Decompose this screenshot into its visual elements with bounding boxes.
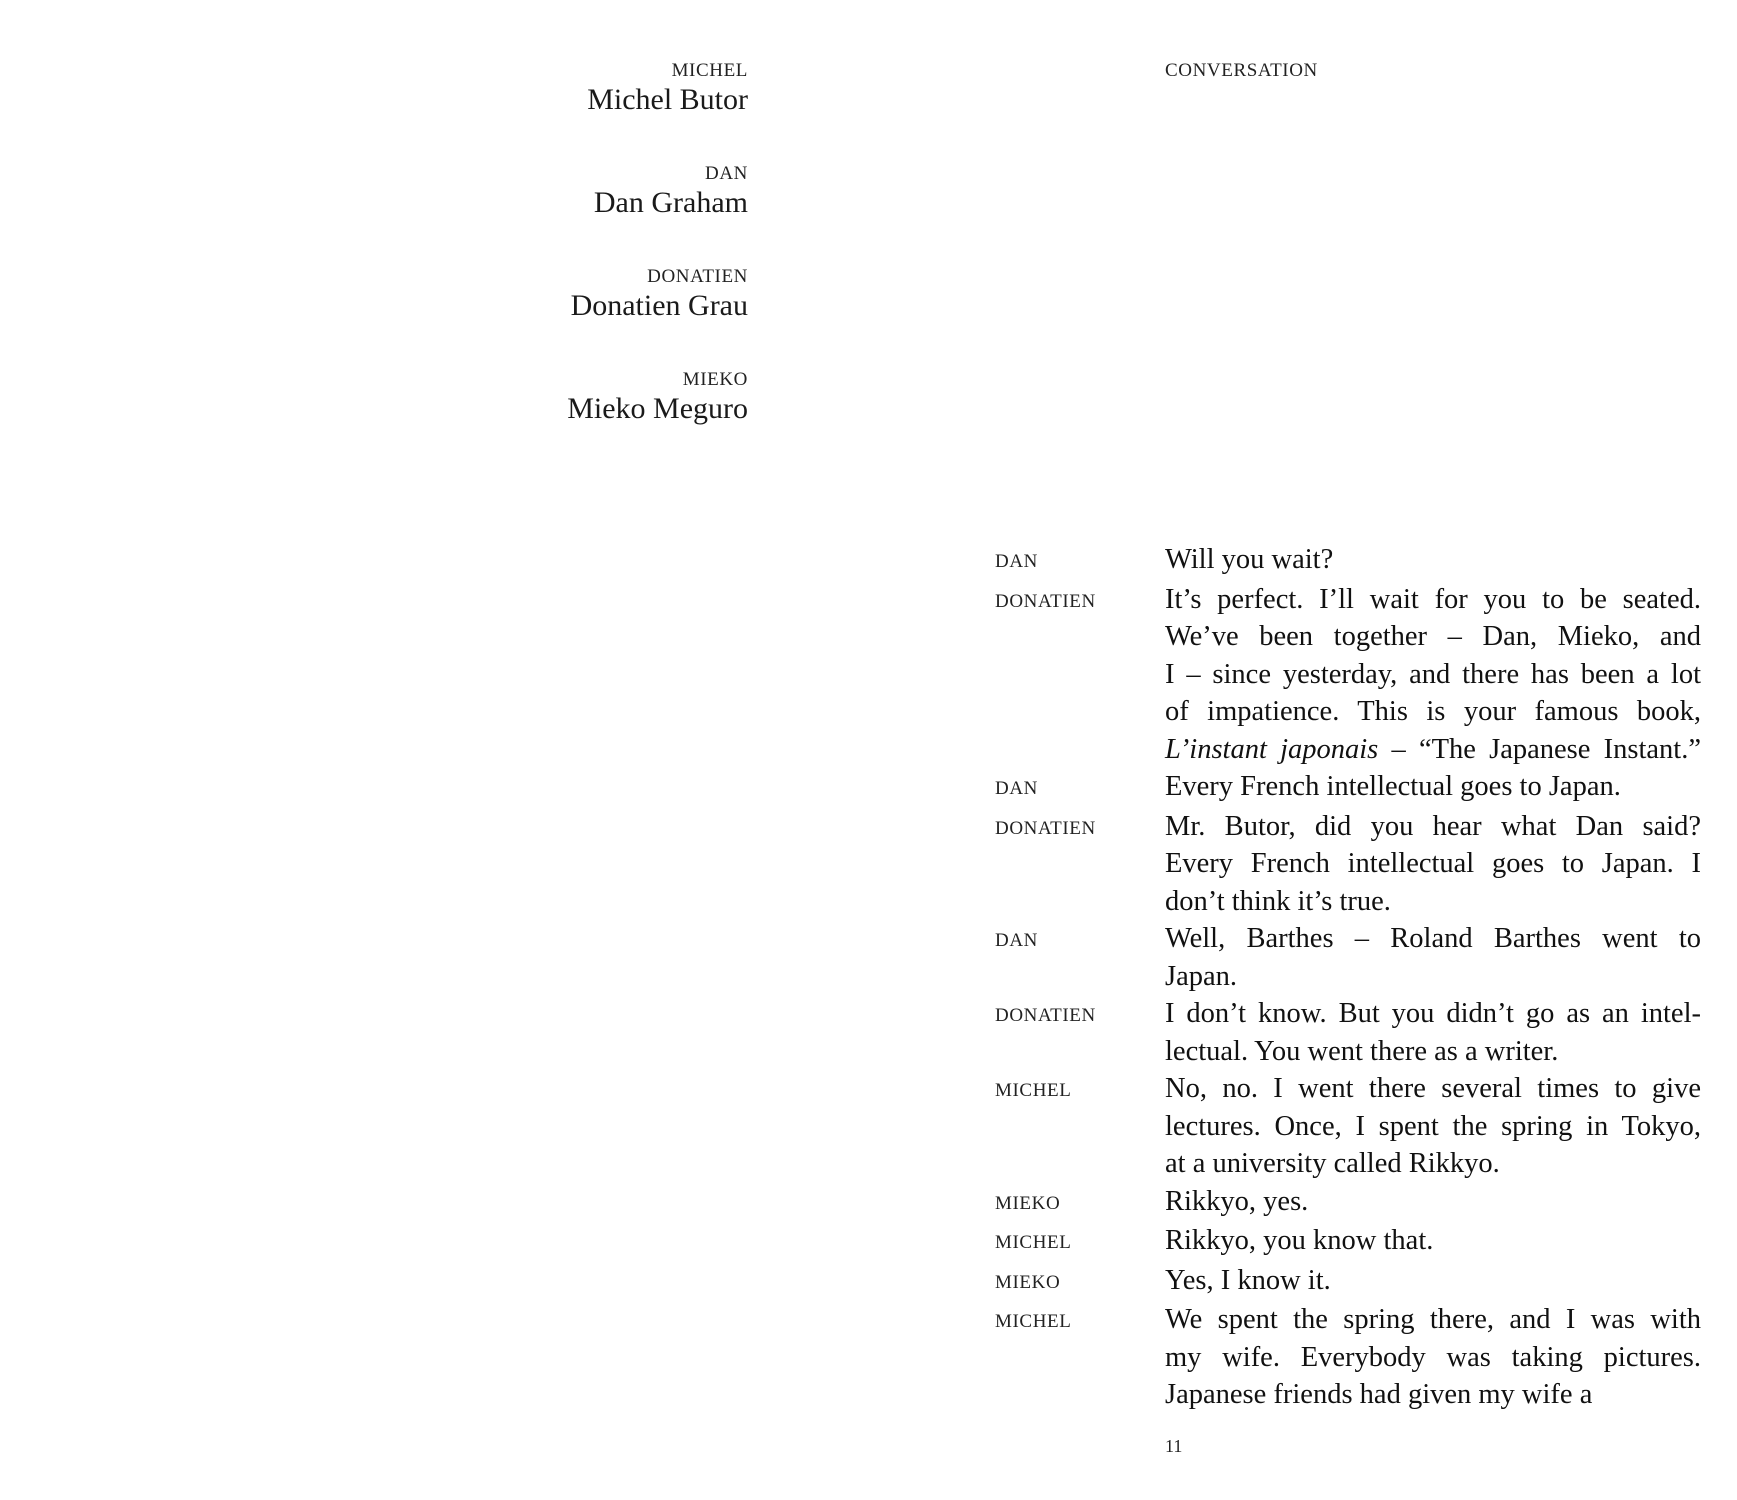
participant-full-name: Dan Graham — [593, 186, 748, 219]
participant-short-name: DONATIEN — [647, 266, 748, 287]
dialogue-turn — [995, 541, 1701, 581]
speech-text — [1165, 581, 1701, 769]
dialogue-turn — [995, 920, 1701, 995]
dialogue-turn — [995, 808, 1701, 921]
dialogue-turn — [995, 1262, 1701, 1302]
speech-line: No, no. I went there several times to give — [1165, 1073, 1701, 1104]
speech-line: Yes, I know it. — [1165, 1264, 1331, 1296]
dialogue-turn — [995, 768, 1701, 808]
speaker-name: MIEKO — [995, 1271, 1061, 1293]
dialogue-turn — [995, 1222, 1701, 1262]
speech-text — [1165, 808, 1701, 921]
speech-text — [1165, 1262, 1701, 1302]
speech-line: my wife. Everybody was taking pictures. — [1165, 1341, 1701, 1373]
speaker-name: MICHEL — [995, 1232, 1072, 1253]
participant-dan — [567, 163, 748, 221]
page-number: 11 — [1165, 1436, 1183, 1456]
speech-text — [1165, 1301, 1701, 1414]
speech-line: don’t think it’s true. — [1165, 885, 1391, 917]
participant-michel — [567, 60, 748, 118]
speech-line: Mr. Butor, did you hear what Dan said? — [1165, 810, 1701, 842]
speaker-name: MICHEL — [995, 1080, 1072, 1101]
speech-line: It’s perfect. I’ll wait for you to be seated. — [1165, 583, 1701, 615]
book-title: L’instant japonais — [1165, 733, 1379, 765]
speaker-name: DAN — [995, 551, 1038, 572]
running-head: CONVERSATION — [1165, 60, 1318, 81]
participant-full-name: Mieko Meguro — [567, 392, 748, 425]
right-page — [869, 0, 1737, 1500]
participant-full-name: Michel Butor — [587, 83, 748, 116]
speech-text — [1165, 768, 1701, 808]
participant-short-name: MICHEL — [671, 60, 748, 81]
dialogue-turn — [995, 1070, 1701, 1183]
speech-line: lectual. You went there as a writer. — [1165, 1035, 1559, 1067]
speech-line: Every French intellectual goes to Japan. I — [1165, 848, 1701, 879]
speech-text — [1165, 995, 1701, 1070]
dialogue-turn — [995, 1301, 1701, 1414]
speech-text — [1165, 1222, 1701, 1262]
participant-full-name: Donatien Grau — [570, 289, 748, 322]
speaker-name: DONATIEN — [995, 1005, 1096, 1026]
speech-text — [1165, 1183, 1701, 1223]
speech-text — [1165, 1070, 1701, 1183]
speech-line — [1165, 731, 1701, 769]
speech-line: Every French intellectual goes to Japan. — [1165, 771, 1621, 802]
participant-short-name: DAN — [705, 163, 748, 184]
participants-list — [567, 60, 748, 472]
speaker-name: DONATIEN — [995, 590, 1096, 612]
speech-line: I don’t know. But you didn’t go as an intel- — [1165, 998, 1701, 1029]
speech-line: Rikkyo, you know that. — [1165, 1225, 1434, 1256]
speech-line: at a university called Rikkyo. — [1165, 1148, 1500, 1179]
speaker-name: MICHEL — [995, 1311, 1072, 1332]
speech-line: Japan. — [1165, 960, 1238, 992]
participant-short-name: MIEKO — [682, 369, 748, 390]
speaker-name: DAN — [995, 930, 1038, 951]
speech-line: We’ve been together – Dan, Mieko, and — [1165, 621, 1701, 652]
participant-mieko — [567, 369, 748, 427]
speech-fragment: – “The Japanese Instant.” — [1378, 733, 1701, 765]
speaker-name: MIEKO — [995, 1192, 1061, 1214]
speech-line: Rikkyo, yes. — [1165, 1185, 1309, 1217]
speech-text — [1165, 541, 1701, 581]
dialogue-turn — [995, 1183, 1701, 1223]
speech-line: I – since yesterday, and there has been a lot — [1165, 658, 1701, 690]
dialogue-turn — [995, 581, 1701, 769]
speech-line: Well, Barthes – Roland Barthes went to — [1165, 923, 1701, 954]
speaker-name: DONATIEN — [995, 817, 1096, 839]
speech-line: We spent the spring there, and I was with — [1165, 1304, 1701, 1335]
dialogue-turn — [995, 995, 1701, 1070]
speech-text — [1165, 920, 1701, 995]
speech-line: lectures. Once, I spent the spring in Tokyo, — [1165, 1110, 1701, 1142]
speech-line: of impatience. This is your famous book, — [1165, 696, 1701, 727]
speaker-name: DAN — [995, 778, 1038, 799]
speech-line: Will you wait? — [1165, 544, 1334, 575]
left-page — [0, 0, 868, 1500]
speech-line: Japanese friends had given my wife a — [1165, 1379, 1593, 1410]
dialogue — [995, 541, 1701, 1414]
participant-donatien — [567, 266, 748, 324]
